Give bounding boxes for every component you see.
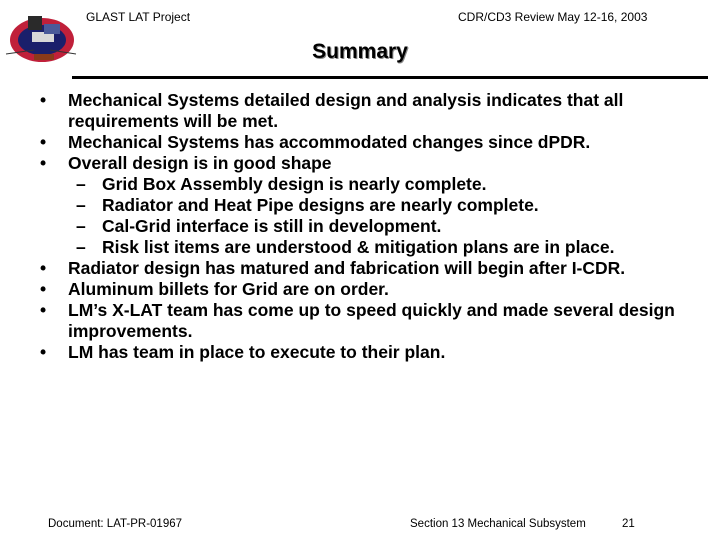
bullet-item <box>32 279 708 300</box>
bullet-text: Radiator design has matured and fabrication will begin after I-CDR. <box>68 258 626 278</box>
sub-bullet-marker: – <box>76 216 86 236</box>
sub-bullet-text: Risk list items are understood & mitigation plans are in place. <box>102 237 615 257</box>
sub-bullet-marker: – <box>76 174 86 194</box>
sub-bullet-item <box>32 195 708 216</box>
bullet-item <box>32 342 708 363</box>
bullet-marker: • <box>40 342 47 362</box>
bullet-text: Mechanical Systems has accommodated changes since dPDR. <box>68 132 591 152</box>
bullet-item <box>32 258 708 279</box>
bullet-marker: • <box>40 90 47 110</box>
sub-bullet-item <box>32 216 708 237</box>
sub-bullet-marker: – <box>76 237 86 257</box>
title-divider <box>72 76 708 79</box>
summary-list <box>32 90 708 363</box>
bullet-text: LM has team in place to execute to their plan. <box>68 342 446 362</box>
header-review: CDR/CD3 Review May 12-16, 2003 <box>458 10 648 24</box>
bullet-item <box>32 90 708 132</box>
sub-bullet-text: Grid Box Assembly design is nearly complete. <box>102 174 487 194</box>
bullet-text: Mechanical Systems detailed design and analysis indicates that all requirements will be met. <box>68 90 624 131</box>
sub-bullet-item <box>32 237 708 258</box>
sub-bullet-item <box>32 174 708 195</box>
bullet-marker: • <box>40 153 47 173</box>
footer-section: Section 13 Mechanical Subsystem <box>410 518 586 530</box>
bullet-marker: • <box>40 132 47 152</box>
sub-bullet-text: Cal-Grid interface is still in development. <box>102 216 442 236</box>
bullet-marker: • <box>40 300 47 320</box>
bullet-text: LM’s X-LAT team has come up to speed quickly and made several design improvements. <box>68 300 675 341</box>
bullet-text: Aluminum billets for Grid are on order. <box>68 279 389 299</box>
bullet-item <box>32 153 708 174</box>
bullet-item <box>32 300 708 342</box>
page-title: Summary <box>312 40 408 63</box>
bullet-marker: • <box>40 279 47 299</box>
bullet-text: Overall design is in good shape <box>68 153 332 173</box>
bullet-marker: • <box>40 258 47 278</box>
header-project: GLAST LAT Project <box>86 10 191 24</box>
footer-page-number: 21 <box>622 518 635 530</box>
footer-document: Document: LAT-PR-01967 <box>48 518 183 530</box>
bullet-item <box>32 132 708 153</box>
sub-bullet-text: Radiator and Heat Pipe designs are nearly complete. <box>102 195 539 215</box>
sub-bullet-marker: – <box>76 195 86 215</box>
